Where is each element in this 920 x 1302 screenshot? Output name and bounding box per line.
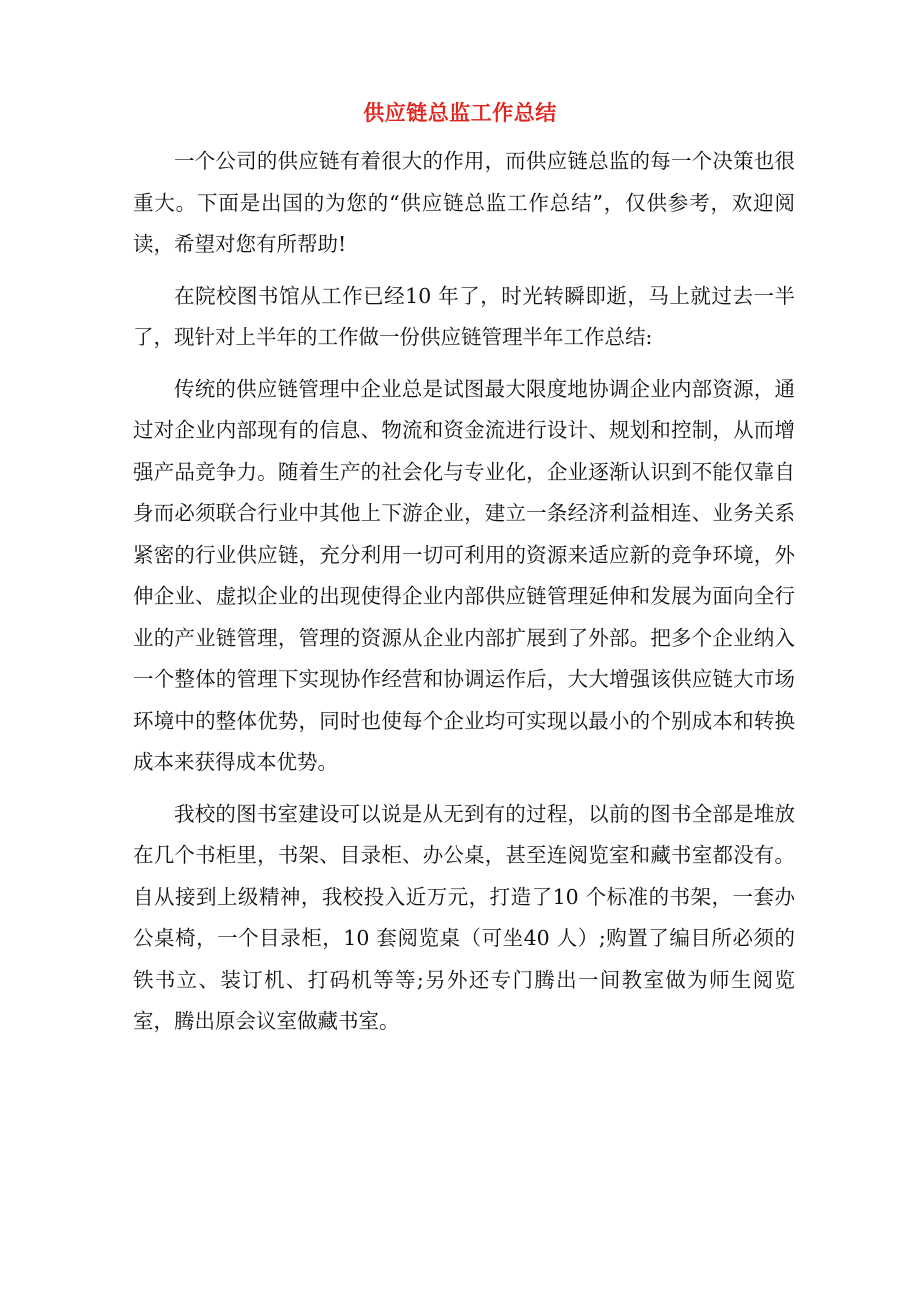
document-title: 供应链总监工作总结 xyxy=(363,101,557,125)
paragraph-intro: 一个公司的供应链有着很大的作用，而供应链总监的每一个决策也很重大。下面是出国的为您的“供应链总监工作总结”，仅供参考，欢迎阅读，希望对您有所帮助! xyxy=(133,149,795,256)
paragraph-supply-chain: 传统的供应链管理中企业总是试图最大限度地协调企业内部资源，通过对企业内部现有的信息、物流和资金流进行设计、规划和控制，从而增强产品竞争力。随着生产的社会化与专业化，企业逐渐认识到不能仅靠自身而必须联合行业中其他上下游企业，建立一条经济利益相连、业务关系紧密的行业供应链，充分利用一切可利用的资源来适应新的竞争环境，外伸企业、虚拟企业的出现使得企业内部供应链管理延伸和发展为面向全行业的产业链管理，管理的资源从企业内部扩展到了外部。把多个企业纳入一个整体的管理下实现协作经营和协调运作后，大大增强该供应链大市场环境中的整体优势，同时也使每个企业均可实现以最小的个别成本和转换成本来获得成本优势。 xyxy=(133,376,795,774)
paragraph-library-work: 在院校图书馆从工作已经10 年了，时光转瞬即逝，马上就过去一半了，现针对上半年的工作做一份供应链管理半年工作总结: xyxy=(133,283,795,349)
document-body xyxy=(133,141,795,1053)
paragraph-library-construction: 我校的图书室建设可以说是从无到有的过程，以前的图书全部是堆放在几个书柜里，书架、目录柜、办公桌，甚至连阅览室和藏书室都没有。自从接到上级精神，我校投入近万元，打造了10 个标准的书架，一套办公桌椅，一个目录柜，10 套阅览桌（可坐40 人）;购置了编目所必须的铁书立、装订机、打码机等等;另外还专门腾出一间教室做为师生阅览室，腾出原会议室做藏书室。 xyxy=(133,801,795,1033)
